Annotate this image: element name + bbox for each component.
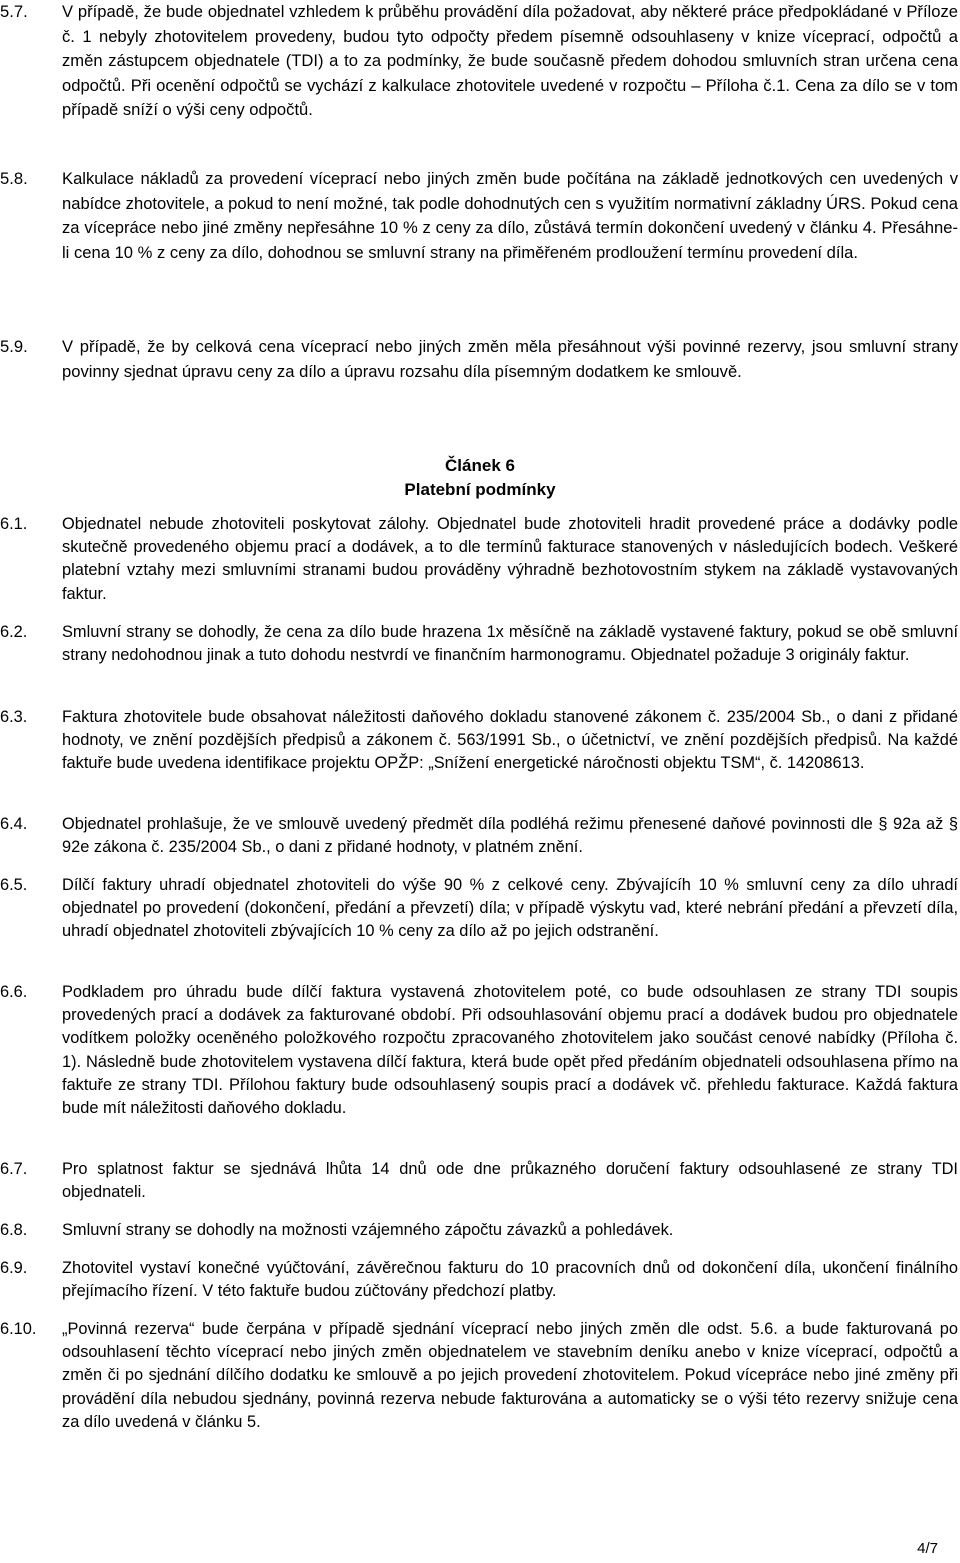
- clause-6-7: [0, 1158, 960, 1206]
- clause-number: 6.6.: [0, 983, 28, 1001]
- clause-text: Objednatel nebude zhotoviteli poskytovat zálohy. Objednatel bude zhotoviteli hradit provedené práce a dodávky podle skutečně provedeného objemu prací a dodávek, a to dle termínů fakturace stanovených v následujících bodech. Veškeré platební vztahy mezi smluvními stranami budou prováděny výhradně bezhotovostním stykem na základě vystavovaných faktur.: [62, 515, 958, 603]
- clause-text: „Povinná rezerva“ bude čerpána v případě sjednání víceprací nebo jiných změn dle odst. 5.6. a bude fakturovaná po odsouhlasení těchto víceprací nebo jiných změn objednatelem ve stavebním deníku anebo v knize víceprací, odpočtů a změn či po sjednání dílčího dodatku ke smlouvě a po jejich provedení zhotovitelem. Pokud vícepráce nebo jiné změny při provádění díla nebudou sjednány, povinná rezerva nebude fakturována a automaticky se o výši této rezervy snižuje cena za dílo uvedená v článku 5.: [62, 1320, 958, 1431]
- clause-6-1: [0, 513, 960, 608]
- clause-number: 6.7.: [0, 1160, 28, 1178]
- clause-5-8: [0, 167, 960, 327]
- clause-text: Faktura zhotovitele bude obsahovat náležitosti daňového dokladu stanovené zákonem č. 235/2004 Sb., o dani z přidané hodnoty, ve znění pozdějších předpisů a zákonem č. 563/1991 Sb., o účetnictví, ve znění pozdějších předpisů. Na každé faktuře bude uvedena identifikace projektu OPŽP: „Snížení energetické náročnosti objektu TSM“, č. 14208613.: [62, 708, 958, 773]
- article-title: Článek 6: [445, 456, 515, 475]
- clause-number: 6.10.: [0, 1320, 37, 1338]
- page-number: 4/7: [917, 1540, 938, 1557]
- clause-text: V případě, že by celková cena víceprací nebo jiných změn měla přesáhnout výši povinné rezervy, jsou smluvní strany povinny sjednat úpravu ceny za dílo a úpravu rozsahu díla písemným dodatkem ke smlouvě.: [62, 337, 958, 381]
- clause-5-9: [0, 335, 960, 410]
- clause-6-8: [0, 1219, 960, 1244]
- clause-6-9: [0, 1257, 960, 1305]
- clause-number: 6.1.: [0, 515, 28, 533]
- article-subtitle: Platební podmínky: [404, 480, 556, 499]
- clause-6-4: [0, 813, 960, 861]
- clause-number: 6.4.: [0, 815, 28, 833]
- clause-6-3: [0, 706, 960, 801]
- clause-6-10: [0, 1318, 960, 1460]
- clause-text: Zhotovitel vystaví konečné vyúčtování, závěrečnou fakturu do 10 pracovních dnů od dokončení díla, ukončení finálního přejímacího řízení. V této faktuře budou zúčtovány předchozí platby.: [62, 1259, 958, 1301]
- clause-text: Smluvní strany se dohodly, že cena za dílo bude hrazena 1x měsíčně na základě vystavené faktury, pokud se obě smluvní strany nedohodnou jinak a tuto dohodu nestvrdí ve finančním harmonogramu. Objednatel požaduje 3 originály faktur.: [62, 623, 958, 665]
- clause-6-5: [0, 874, 960, 969]
- clause-text: Pro splatnost faktur se sjednává lhůta 14 dnů ode dne průkazného doručení faktury odsouhlasené ze strany TDI objednateli.: [62, 1160, 958, 1202]
- clause-number: 6.9.: [0, 1259, 28, 1277]
- clause-6-6: [0, 981, 960, 1146]
- clause-text: V případě, že bude objednatel vzhledem k průběhu provádění díla požadovat, aby některé práce předpokládané v Příloze č. 1 nebyly zhotovitelem provedeny, budou tyto odpočty předem písemně odsouhlaseny v knize víceprací, odpočtů a změn zástupcem objednatele (TDI) a to za podmínky, že bude současně předem dohodou smluvních stran určena cena odpočtů. Při ocenění odpočtů se vychází z kalkulace zhotovitele uvedené v rozpočtu – Příloha č.1. Cena za dílo se v tom případě sníží o výši ceny odpočtů.: [62, 2, 958, 119]
- clause-number: 6.3.: [0, 708, 28, 726]
- clause-text: Objednatel prohlašuje, že ve smlouvě uvedený předmět díla podléhá režimu přenesené daňové povinnosti dle § 92a až § 92e zákona č. 235/2004 Sb., o dani z přidané hodnoty, v platném znění.: [62, 815, 958, 857]
- clause-number: 6.2.: [0, 623, 28, 641]
- clause-text: Kalkulace nákladů za provedení víceprací nebo jiných změn bude počítána na základě jednotkových cen uvedených v nabídce zhotovitele, a pokud to není možné, tak podle dohodnutých cen s využitím normativní základny ÚRS. Pokud cena za vícepráce nebo jiné změny nepřesáhne 10 % z ceny za dílo, zůstává termín dokončení uvedený v článku 4. Přesáhne-li cena 10 % z ceny za dílo, dohodnou se smluvní strany na přiměřeném prodloužení termínu provedení díla.: [62, 169, 958, 262]
- clause-text: Smluvní strany se dohodly na možnosti vzájemného zápočtu závazků a pohledávek.: [62, 1221, 674, 1239]
- clause-text: Podkladem pro úhradu bude dílčí faktura vystavená zhotovitelem poté, co bude odsouhlasen ze strany TDI soupis provedených prací a dodávek za fakturované období. Při odsouhlasování objemu prací a dodávek budou pro objednatele vodítkem položky oceněného položkového rozpočtu zpracovaného zhotovitelem jako součást cenové nabídky (Příloha č. 1). Následně bude zhotovitelem vystavena dílčí faktura, která bude opět před předáním objednateli odsouhlasena přímo na faktuře ze strany TDI. Přílohou faktury bude odsouhlasený soupis prací a dodávek vč. přehledu fakturace. Každá faktura bude mít náležitosti daňového dokladu.: [62, 983, 958, 1118]
- clause-number: 5.9.: [0, 337, 28, 356]
- clause-text: Dílčí faktury uhradí objednatel zhotoviteli do výše 90 % z celkové ceny. Zbývajícíh 10 % smluvní ceny za dílo uhradí objednatel po provedení (dokončení, předání a převzetí) díla; v případě výskytu vad, které nebrání předání a převzetí díla, uhradí objednatel zhotoviteli zbývajících 10 % ceny za dílo až po jejich odstranění.: [62, 876, 958, 941]
- clause-number: 5.8.: [0, 169, 28, 188]
- clause-5-7: [0, 0, 960, 170]
- clause-number: 5.7.: [0, 2, 28, 21]
- clause-number: 6.8.: [0, 1221, 28, 1239]
- clause-number: 6.5.: [0, 876, 28, 894]
- clause-6-2: [0, 621, 960, 693]
